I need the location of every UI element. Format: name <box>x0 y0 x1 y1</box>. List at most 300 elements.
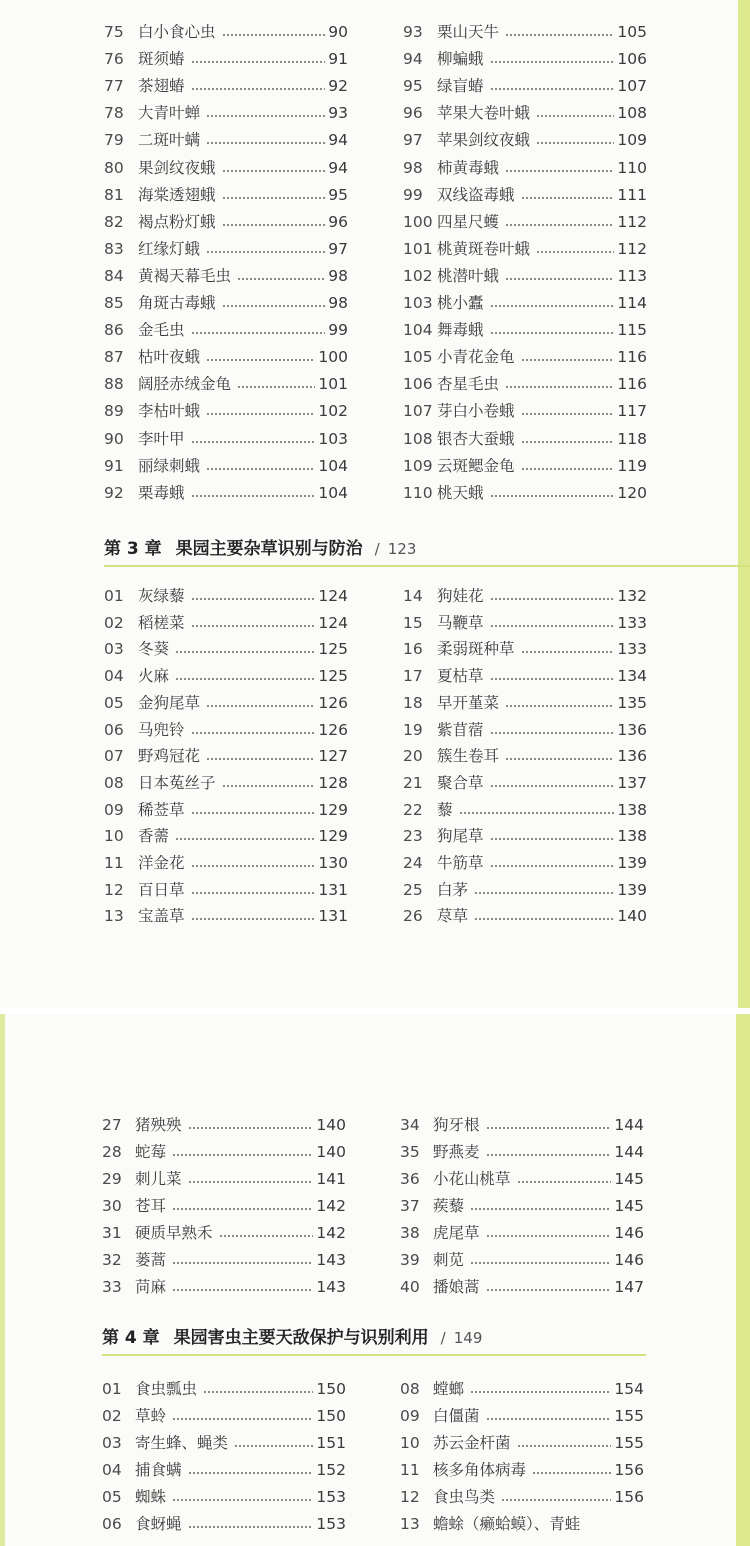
entry-page-number: 95 <box>328 185 348 204</box>
toc-entry[interactable] <box>403 46 647 73</box>
entry-number: 04 <box>104 667 124 686</box>
toc-entry[interactable] <box>104 903 348 930</box>
toc-entry[interactable] <box>400 1274 644 1301</box>
toc-entry[interactable] <box>102 1403 346 1430</box>
dot-leader <box>237 278 325 280</box>
entry-page-number: 140 <box>316 1116 346 1134</box>
toc-entry[interactable] <box>403 344 647 371</box>
entry-title: 苹果大卷叶蛾 <box>437 104 531 123</box>
entry-number: 95 <box>403 77 423 96</box>
entry-number: 90 <box>104 429 124 448</box>
chapter-heading[interactable] <box>104 534 416 564</box>
entry-page-number: 102 <box>318 402 348 421</box>
toc-entry[interactable] <box>104 636 348 663</box>
entry-number: 20 <box>403 747 423 766</box>
dot-leader <box>191 732 315 734</box>
toc-entry[interactable] <box>102 1430 346 1457</box>
toc-entry[interactable] <box>403 877 647 904</box>
dot-leader <box>486 1154 611 1156</box>
toc-entry[interactable] <box>104 155 348 182</box>
entry-title: 稻槎菜 <box>138 613 185 632</box>
entry-page-number: 112 <box>617 239 647 258</box>
entry-number: 35 <box>400 1143 420 1161</box>
toc-entry[interactable] <box>400 1430 644 1457</box>
toc-entry[interactable] <box>403 903 647 930</box>
entry-number: 99 <box>403 185 423 204</box>
entry-page-number: 94 <box>328 131 348 150</box>
toc-entry[interactable] <box>104 453 348 480</box>
toc-entry[interactable] <box>104 770 348 797</box>
toc-entry[interactable] <box>403 636 647 663</box>
toc-page-lower <box>0 1014 750 1546</box>
entry-page-number: 137 <box>617 773 647 792</box>
toc-entry[interactable] <box>104 877 348 904</box>
entry-number: 80 <box>104 158 124 177</box>
entry-number: 100 <box>403 212 433 231</box>
toc-entry[interactable] <box>403 182 647 209</box>
entry-title: 桃潜叶蛾 <box>437 266 500 285</box>
entry-page-number: 147 <box>614 1278 644 1296</box>
dot-leader <box>505 224 614 226</box>
toc-entry[interactable] <box>104 426 348 453</box>
dot-leader <box>175 651 315 653</box>
entry-title: 狗尾草 <box>437 827 484 846</box>
entry-page-number: 106 <box>617 50 647 69</box>
entry-title: 野燕麦 <box>433 1143 480 1161</box>
entry-number: 09 <box>104 800 124 819</box>
entry-number: 26 <box>403 907 423 926</box>
toc-entry[interactable] <box>102 1247 346 1274</box>
entry-number: 21 <box>403 773 423 792</box>
toc-entry[interactable] <box>104 823 348 850</box>
page-edge-accent <box>738 0 750 1008</box>
entry-number: 03 <box>102 1434 122 1452</box>
entry-page-number: 124 <box>318 587 348 605</box>
dot-leader <box>474 918 614 920</box>
dot-leader <box>234 1445 313 1447</box>
dot-leader <box>486 1127 611 1129</box>
entry-title: 苍耳 <box>135 1197 167 1215</box>
entry-title: 苘麻 <box>135 1278 167 1296</box>
entry-number: 01 <box>102 1380 122 1398</box>
toc-entry[interactable] <box>102 1193 346 1220</box>
toc-entry[interactable] <box>104 263 348 290</box>
entry-number: 76 <box>104 50 124 69</box>
toc-entry[interactable] <box>104 209 348 236</box>
entry-number: 15 <box>403 613 423 632</box>
entry-page-number: 114 <box>617 294 647 312</box>
entry-title: 夏枯草 <box>437 667 484 686</box>
dot-leader <box>222 224 325 226</box>
toc-entry[interactable] <box>104 19 348 46</box>
entry-page-number: 107 <box>617 77 647 96</box>
entry-page-number: 150 <box>316 1407 346 1425</box>
dot-leader <box>206 115 325 117</box>
entry-page-number: 140 <box>617 907 647 926</box>
entry-page-number: 155 <box>614 1434 644 1452</box>
dot-leader <box>188 1181 313 1183</box>
entry-number: 77 <box>104 77 124 96</box>
dot-leader <box>521 651 614 653</box>
toc-entry[interactable] <box>403 823 647 850</box>
entry-number: 23 <box>403 827 423 846</box>
toc-entry[interactable] <box>104 73 348 100</box>
toc-entry[interactable] <box>102 1484 346 1511</box>
entry-title: 紫苜蓿 <box>437 720 484 739</box>
entry-title: 马兜铃 <box>138 720 185 739</box>
entry-page-number: 133 <box>617 613 647 632</box>
entry-page-number: 91 <box>328 50 348 69</box>
toc-entry[interactable] <box>400 1484 644 1511</box>
entry-number: 06 <box>104 720 124 739</box>
toc-entry[interactable] <box>403 398 647 425</box>
toc-entry[interactable] <box>104 182 348 209</box>
toc-entry[interactable] <box>102 1112 346 1139</box>
chapter-start-page: 123 <box>387 540 417 558</box>
dot-leader <box>191 918 315 920</box>
dot-leader <box>470 1208 611 1210</box>
chapter-slash: / <box>374 540 380 558</box>
entry-title: 刺苋 <box>433 1251 465 1269</box>
entry-page-number: 155 <box>614 1407 644 1425</box>
entry-title: 小青花金龟 <box>437 348 515 367</box>
entry-page-number: 129 <box>318 827 348 846</box>
dot-leader <box>191 812 315 814</box>
toc-entry[interactable] <box>403 100 647 127</box>
toc-entry[interactable] <box>403 371 647 398</box>
toc-entry[interactable] <box>403 770 647 797</box>
entry-page-number: 136 <box>617 747 647 766</box>
entry-page-number: 104 <box>318 483 348 502</box>
entry-title: 马鞭草 <box>437 613 484 632</box>
entry-page-number: 99 <box>328 321 348 340</box>
dot-leader <box>188 1472 313 1474</box>
entry-page-number: 100 <box>318 348 348 367</box>
dot-leader <box>490 625 614 627</box>
entry-number: 19 <box>403 720 423 739</box>
dot-leader <box>470 1262 611 1264</box>
entry-number: 12 <box>104 880 124 899</box>
entry-title: 食虫鸟类 <box>433 1488 496 1506</box>
toc-entry[interactable] <box>400 1457 644 1484</box>
toc-entry[interactable] <box>102 1139 346 1166</box>
entry-title: 茶翅蝽 <box>138 77 185 96</box>
entry-number: 11 <box>104 854 124 872</box>
dot-leader <box>517 1181 611 1183</box>
toc-entry[interactable] <box>400 1166 644 1193</box>
entry-title: 狗娃花 <box>437 587 484 605</box>
entry-title: 硬质早熟禾 <box>135 1224 213 1242</box>
toc-entry[interactable] <box>104 398 348 425</box>
entry-page-number: 98 <box>328 294 348 312</box>
entry-title: 李叶甲 <box>138 429 185 448</box>
toc-entry[interactable] <box>403 610 647 637</box>
dot-leader <box>490 332 614 334</box>
toc-entry[interactable] <box>400 1403 644 1430</box>
toc-entry[interactable] <box>403 663 647 690</box>
entry-page-number: 138 <box>617 827 647 846</box>
entry-number: 94 <box>403 50 423 69</box>
entry-number: 11 <box>400 1461 420 1479</box>
entry-page-number: 98 <box>328 266 348 285</box>
dot-leader <box>222 197 325 199</box>
toc-entry[interactable] <box>403 453 647 480</box>
entry-number: 38 <box>400 1224 420 1242</box>
toc-entry[interactable] <box>104 236 348 263</box>
dot-leader <box>521 359 614 361</box>
toc-entry[interactable] <box>104 797 348 824</box>
dot-leader <box>501 1499 611 1501</box>
dot-leader <box>490 732 614 734</box>
chapter-number: 第 3 章 <box>104 539 162 559</box>
entry-page-number: 129 <box>318 800 348 819</box>
entry-page-number: 150 <box>316 1380 346 1398</box>
entry-number: 30 <box>102 1197 122 1215</box>
toc-entry[interactable] <box>104 290 348 317</box>
toc-entry[interactable] <box>102 1220 346 1247</box>
toc-entry[interactable] <box>104 583 348 610</box>
toc-entry[interactable] <box>403 73 647 100</box>
toc-entry[interactable] <box>104 317 348 344</box>
toc-entry[interactable] <box>104 717 348 744</box>
entry-title: 小花山桃草 <box>433 1170 511 1188</box>
entry-number: 07 <box>104 747 124 766</box>
entry-page-number: 101 <box>318 375 348 394</box>
entry-title: 冬葵 <box>138 640 170 659</box>
entry-number: 05 <box>102 1488 122 1506</box>
dot-leader <box>172 1154 313 1156</box>
entry-number: 22 <box>403 800 423 819</box>
entry-number: 82 <box>104 212 124 231</box>
entry-page-number: 131 <box>318 880 348 899</box>
toc-entry[interactable] <box>102 1511 346 1538</box>
toc-entry[interactable] <box>403 290 647 317</box>
entry-number: 28 <box>102 1143 122 1161</box>
toc-entry[interactable] <box>403 797 647 824</box>
dot-leader <box>490 678 614 680</box>
entry-title: 苏云金杆菌 <box>433 1434 511 1452</box>
chapter-heading[interactable] <box>102 1323 482 1353</box>
toc-entry[interactable] <box>104 690 348 717</box>
entry-number: 06 <box>102 1515 122 1533</box>
entry-page-number: 115 <box>617 321 647 340</box>
entry-page-number: 119 <box>617 456 647 475</box>
entry-number: 18 <box>403 693 423 712</box>
toc-entry[interactable] <box>104 610 348 637</box>
dot-leader <box>206 758 315 760</box>
entry-number: 93 <box>403 23 423 41</box>
toc-entry[interactable] <box>102 1274 346 1301</box>
toc-entry[interactable] <box>102 1166 346 1193</box>
entry-page-number: 92 <box>328 77 348 96</box>
entry-title: 寄生蜂、蝇类 <box>135 1434 229 1452</box>
chapter-rule <box>104 565 750 567</box>
toc-entry[interactable] <box>400 1112 644 1139</box>
dot-leader <box>474 892 614 894</box>
entry-page-number: 117 <box>617 402 647 421</box>
entry-number: 02 <box>104 613 124 632</box>
dot-leader <box>206 251 325 253</box>
entry-page-number: 135 <box>617 693 647 712</box>
entry-number: 10 <box>400 1434 420 1452</box>
toc-entry[interactable] <box>403 426 647 453</box>
dot-leader <box>191 332 325 334</box>
dot-leader <box>505 386 614 388</box>
entry-title: 野鸡冠花 <box>138 747 201 766</box>
dot-leader <box>188 1127 313 1129</box>
entry-number: 103 <box>403 294 433 312</box>
entry-title: 日本菟丝子 <box>138 773 216 792</box>
entry-number: 92 <box>104 483 124 502</box>
dot-leader <box>191 61 325 63</box>
toc-entry[interactable] <box>400 1139 644 1166</box>
entry-page-number: 111 <box>617 185 647 204</box>
entry-title: 宝盖草 <box>138 907 185 926</box>
toc-entry[interactable] <box>104 46 348 73</box>
dot-leader <box>206 359 315 361</box>
entry-title: 柳蝙蛾 <box>437 50 484 69</box>
entry-number: 106 <box>403 375 433 394</box>
entry-title: 稀莶草 <box>138 800 185 819</box>
entry-title: 桃小蠹 <box>437 294 484 312</box>
entry-page-number: 96 <box>328 212 348 231</box>
entry-title: 枯叶夜蛾 <box>138 348 201 367</box>
chapter-slash: / <box>440 1329 446 1347</box>
entry-page-number: 127 <box>318 747 348 766</box>
dot-leader <box>505 170 614 172</box>
entry-title: 海棠透翅蛾 <box>138 185 216 204</box>
toc-entry[interactable] <box>403 19 647 46</box>
entry-title: 果剑纹夜蛾 <box>138 158 216 177</box>
dot-leader <box>486 1289 611 1291</box>
entry-title: 食蚜蝇 <box>135 1515 182 1533</box>
toc-entry[interactable] <box>104 371 348 398</box>
entry-title: 核多角体病毒 <box>433 1461 527 1479</box>
entry-page-number: 142 <box>316 1224 346 1242</box>
entry-title: 云斑鳃金龟 <box>437 456 515 475</box>
entry-title: 栗山天牛 <box>437 23 500 41</box>
toc-entry[interactable] <box>403 209 647 236</box>
entry-page-number: 126 <box>318 693 348 712</box>
entry-page-number: 153 <box>316 1488 346 1506</box>
entry-page-number: 136 <box>617 720 647 739</box>
toc-entry[interactable] <box>400 1247 644 1274</box>
entry-page-number: 109 <box>617 131 647 150</box>
entry-number: 96 <box>403 104 423 123</box>
dot-leader <box>191 865 315 867</box>
toc-entry[interactable] <box>400 1511 644 1538</box>
entry-number: 31 <box>102 1224 122 1242</box>
entry-number: 85 <box>104 294 124 312</box>
dot-leader <box>521 468 614 470</box>
toc-entry[interactable] <box>102 1376 346 1403</box>
entry-page-number: 116 <box>617 375 647 394</box>
entry-number: 29 <box>102 1170 122 1188</box>
toc-entry[interactable] <box>400 1376 644 1403</box>
toc-entry[interactable] <box>403 717 647 744</box>
toc-entry[interactable] <box>104 344 348 371</box>
entry-number: 02 <box>102 1407 122 1425</box>
entry-page-number: 134 <box>617 667 647 686</box>
toc-entry[interactable] <box>403 850 647 877</box>
entry-number: 03 <box>104 640 124 659</box>
toc-entry[interactable] <box>104 127 348 154</box>
entry-number: 87 <box>104 348 124 367</box>
entry-title: 金狗尾草 <box>138 693 201 712</box>
entry-number: 79 <box>104 131 124 150</box>
entry-page-number: 132 <box>617 587 647 605</box>
toc-entry[interactable] <box>400 1220 644 1247</box>
dot-leader <box>490 61 614 63</box>
entry-page-number: 94 <box>328 158 348 177</box>
toc-entry[interactable] <box>400 1193 644 1220</box>
toc-entry[interactable] <box>403 127 647 154</box>
entry-title: 蟾蜍（癞蛤蟆）、青蛙 <box>433 1515 581 1533</box>
toc-entry[interactable] <box>104 663 348 690</box>
toc-entry[interactable] <box>102 1457 346 1484</box>
entry-title: 蜘蛛 <box>135 1488 167 1506</box>
entry-title: 蒌蒿 <box>135 1251 167 1269</box>
entry-page-number: 145 <box>614 1170 644 1188</box>
entry-number: 08 <box>400 1380 420 1398</box>
entry-title: 金毛虫 <box>138 321 185 340</box>
toc-entry[interactable] <box>403 743 647 770</box>
entry-title: 李枯叶蛾 <box>138 402 201 421</box>
toc-entry[interactable] <box>403 317 647 344</box>
toc-entry[interactable] <box>403 690 647 717</box>
entry-title: 荩草 <box>437 907 469 926</box>
dot-leader <box>536 115 614 117</box>
entry-page-number: 90 <box>328 23 348 41</box>
entry-title: 银杏大蚕蛾 <box>437 429 515 448</box>
dot-leader <box>490 838 614 840</box>
toc-entry[interactable] <box>403 263 647 290</box>
dot-leader <box>206 142 325 144</box>
toc-entry[interactable] <box>104 850 348 877</box>
entry-number: 14 <box>403 587 423 605</box>
entry-page-number: 156 <box>614 1488 644 1506</box>
entry-title: 苹果剑纹夜蛾 <box>437 131 531 150</box>
dot-leader <box>175 838 315 840</box>
dot-leader <box>172 1262 313 1264</box>
dot-leader <box>206 413 315 415</box>
chapter-number: 第 4 章 <box>102 1328 160 1348</box>
entry-number: 36 <box>400 1170 420 1188</box>
entry-title: 芽白小卷蛾 <box>437 402 515 421</box>
entry-page-number: 103 <box>318 429 348 448</box>
entry-title: 灰绿藜 <box>138 587 185 605</box>
entry-number: 109 <box>403 456 433 475</box>
toc-entry[interactable] <box>104 480 348 507</box>
entry-title: 褐点粉灯蛾 <box>138 212 216 231</box>
entry-number: 37 <box>400 1197 420 1215</box>
dot-leader <box>172 1418 313 1420</box>
entry-title: 捕食螨 <box>135 1461 182 1479</box>
entry-title: 斑须蝽 <box>138 50 185 69</box>
toc-entry[interactable] <box>403 583 647 610</box>
dot-leader <box>172 1208 313 1210</box>
entry-page-number: 131 <box>318 907 348 926</box>
toc-entry[interactable] <box>403 236 647 263</box>
toc-entry[interactable] <box>403 480 647 507</box>
dot-leader <box>175 678 315 680</box>
toc-entry[interactable] <box>104 100 348 127</box>
entry-number: 84 <box>104 266 124 285</box>
entry-title: 丽绿刺蛾 <box>138 456 201 475</box>
entry-title: 牛筋草 <box>437 854 484 872</box>
toc-entry[interactable] <box>403 155 647 182</box>
toc-entry[interactable] <box>104 743 348 770</box>
